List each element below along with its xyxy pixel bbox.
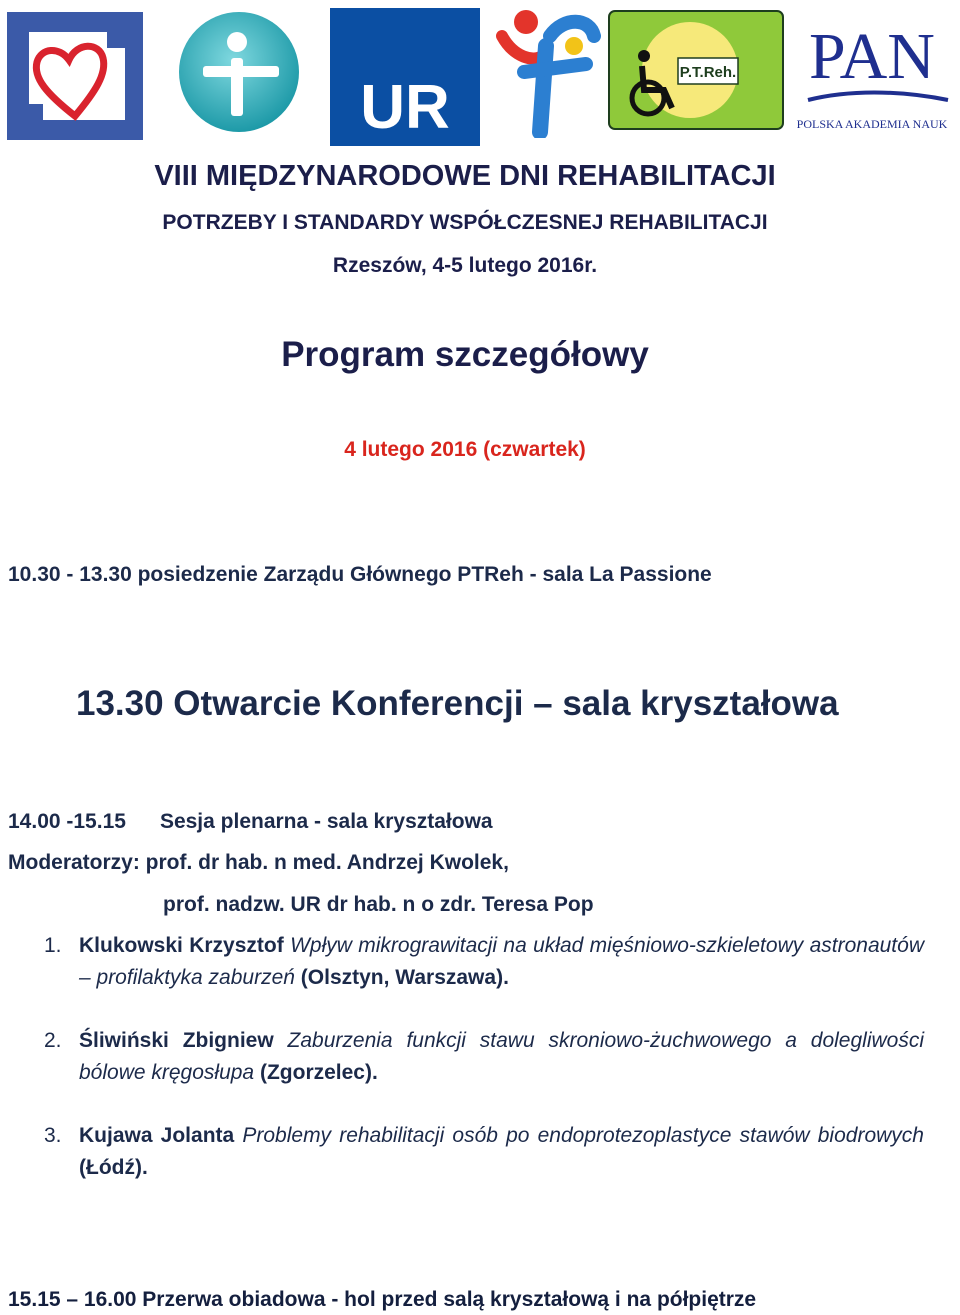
f-logo [494, 6, 602, 138]
program-heading: Program szczegółowy [281, 335, 649, 374]
talk-author: Śliwiński Zbigniew [79, 1029, 274, 1052]
talk-place: (Olsztyn, Warszawa). [300, 966, 509, 989]
talk-item [44, 1120, 924, 1184]
talk-item [44, 930, 924, 994]
lunch-break: 15.15 – 16.00 Przerwa obiadowa - hol przed salą kryształową i na półpiętrze [8, 1288, 757, 1311]
plenary-title: Sesja plenarna - sala kryształowa [159, 810, 493, 833]
talk-title: Problemy rehabilitacji osób po endoprotezoplastyce stawów biodrowych [242, 1124, 924, 1147]
svg-text:P.T.Reh.: P.T.Reh. [679, 64, 737, 81]
talk-author: Klukowski Krzysztof [79, 934, 284, 957]
talk-place: (Łódź). [79, 1156, 148, 1179]
svg-text:POLSKA AKADEMIA NAUK: POLSKA AKADEMIA NAUK [796, 117, 948, 131]
logo-bar [0, 0, 960, 150]
talk-author: Kujawa Jolanta [79, 1124, 235, 1147]
circle-person-logo [175, 8, 303, 136]
board-meeting: 10.30 - 13.30 posiedzenie Zarządu Głównego PTReh - sala La Passione [8, 563, 712, 586]
conference-opening: 13.30 Otwarcie Konferencji – sala kryształowa [76, 684, 839, 723]
moderators-line-2: prof. nadzw. UR dr hab. n o zdr. Teresa Pop [163, 893, 594, 916]
day-heading: 4 lutego 2016 (czwartek) [344, 438, 586, 461]
talk-place: (Zgorzelec). [259, 1061, 378, 1084]
plenary-time: 14.00 -15.15 [8, 810, 126, 833]
talk-title: Wpływ mikrograwitacji na układ mięśniowo-szkieletowy astronautów – profilaktyka zaburzeń [79, 934, 924, 989]
heart-logo [7, 12, 143, 140]
conference-title: VIII MIĘDZYNARODOWE DNI REHABILITACJI [154, 160, 776, 192]
talk-number: 1. [44, 934, 62, 957]
moderators-line-1: Moderatorzy: prof. dr hab. n med. Andrzej Kwolek, [8, 851, 509, 874]
talk-number: 2. [44, 1029, 62, 1052]
ur-logo [330, 8, 480, 146]
ptreh-logo [608, 10, 784, 130]
talk-item [44, 1025, 924, 1089]
svg-text:PAN: PAN [809, 20, 935, 93]
plenary-session [8, 810, 493, 834]
place-date: Rzeszów, 4-5 lutego 2016r. [332, 254, 598, 277]
talk-number: 3. [44, 1124, 62, 1147]
svg-text:UR: UR [360, 73, 450, 142]
conference-subtitle: POTRZEBY I STANDARDY WSPÓŁCZESNEJ REHABILITACJI [162, 211, 768, 234]
pan-logo [788, 8, 956, 136]
talk-title: Zaburzenia funkcji stawu skroniowo-żuchwowego a dolegliwości bólowe kręgosłupa [79, 1029, 924, 1084]
